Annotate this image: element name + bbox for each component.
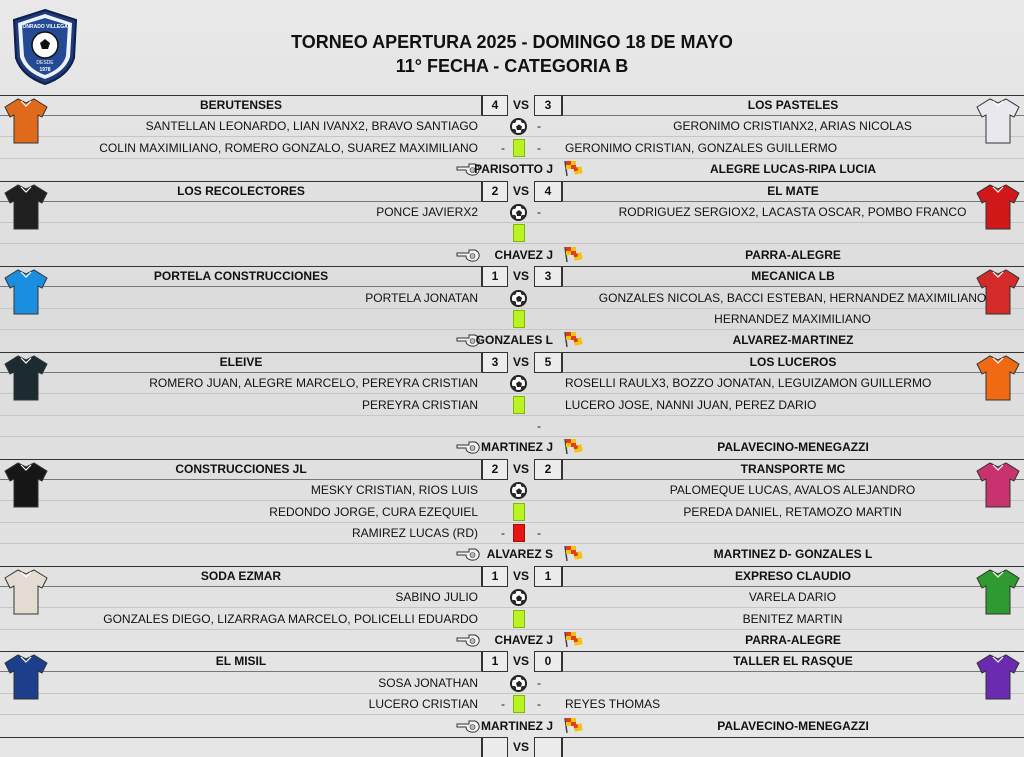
linesmen-names: PARRA-ALEGRE xyxy=(745,633,841,647)
referee-row xyxy=(0,330,1024,351)
scorer-row xyxy=(0,694,1024,715)
scorer-row xyxy=(0,373,1024,394)
away-team-name: EL MATE xyxy=(767,183,819,198)
scorer-row xyxy=(0,395,1024,416)
home-dash xyxy=(498,502,508,523)
yellow-card-icon xyxy=(513,695,525,713)
away-dash xyxy=(534,373,544,394)
linesmen-names: ALEGRE LUCAS-RIPA LUCIA xyxy=(710,162,876,177)
home-score: 4 xyxy=(491,98,499,112)
home-dash xyxy=(498,309,508,330)
home-dash xyxy=(498,116,508,137)
away-score xyxy=(534,737,562,757)
away-dash: - xyxy=(537,140,541,155)
home-shirt-icon xyxy=(4,183,48,231)
home-team-name: SODA EZMAR xyxy=(200,568,282,583)
away-players xyxy=(565,416,1020,437)
away-players: BENITEZ MARTIN xyxy=(742,611,843,626)
home-dash xyxy=(498,480,508,501)
match-header xyxy=(0,651,1024,672)
away-team-name: MECANICA LB xyxy=(751,269,835,284)
home-shirt-icon xyxy=(4,568,48,616)
match-header xyxy=(0,737,1024,757)
scorer-row xyxy=(0,138,1024,159)
vs-label: VS xyxy=(512,354,529,369)
goal-ball-icon xyxy=(510,204,527,221)
linesmen-names: PARRA-ALEGRE xyxy=(745,247,841,262)
logo-desde: DESDE xyxy=(36,60,54,66)
away-dash xyxy=(534,609,544,630)
club-logo xyxy=(10,8,80,86)
away-shirt-icon xyxy=(976,97,1020,145)
home-dash xyxy=(498,202,508,223)
home-dash xyxy=(498,416,508,437)
logo-year: 1978 xyxy=(39,67,51,73)
referee-name: ALVAREZ S xyxy=(486,547,553,562)
home-dash xyxy=(498,373,508,394)
scorer-row xyxy=(0,223,1024,244)
away-dash xyxy=(534,395,544,416)
yellow-card-icon xyxy=(513,310,525,328)
away-dash xyxy=(534,288,544,309)
away-shirt-icon xyxy=(976,268,1020,316)
yellow-card-icon xyxy=(513,503,525,521)
scorer-row xyxy=(0,673,1024,694)
away-shirt-icon xyxy=(976,653,1020,701)
away-players: VARELA DARIO xyxy=(748,590,837,605)
scorer-row xyxy=(0,609,1024,630)
home-players xyxy=(0,309,480,330)
home-players xyxy=(0,416,480,437)
referee-row xyxy=(0,630,1024,651)
vs-label: VS xyxy=(512,183,529,198)
home-score: 2 xyxy=(491,461,499,476)
goal-ball-icon xyxy=(510,290,527,307)
home-dash xyxy=(498,587,508,608)
home-team-name: LOS RECOLECTORES xyxy=(177,183,305,198)
home-dash xyxy=(498,288,508,309)
home-dash: - xyxy=(501,526,505,540)
away-score: 5 xyxy=(544,354,552,369)
home-team-name: ELEIVE xyxy=(219,354,263,369)
away-players: GERONIMO CRISTIAN, GONZALES GUILLERMO xyxy=(565,140,838,155)
home-players: REDONDO JORGE, CURA EZEQUIEL xyxy=(269,504,478,519)
home-shirt-icon xyxy=(4,653,48,701)
home-players: PEREYRA CRISTIAN xyxy=(361,397,478,412)
away-players: REYES THOMAS xyxy=(565,697,661,712)
goal-ball-icon xyxy=(510,375,527,392)
away-shirt-icon xyxy=(976,568,1020,616)
page-subtitle: 11° FECHA - CATEGORIA B xyxy=(395,56,629,76)
home-players: GONZALES DIEGO, LIZARRAGA MARCELO, POLICELLI EDUARDO xyxy=(103,611,478,626)
away-players: GERONIMO CRISTIANX2, ARIAS NICOLAS xyxy=(673,119,912,134)
home-score: 2 xyxy=(491,183,499,198)
match-header xyxy=(0,566,1024,587)
referee-row xyxy=(0,437,1024,458)
home-players xyxy=(0,223,480,244)
away-players: RODRIGUEZ SERGIOX2, LACASTA OSCAR, POMBO FRANCO xyxy=(618,205,967,219)
home-players: PORTELA JONATAN xyxy=(365,290,478,305)
referee-name: GONZALES L xyxy=(475,333,553,348)
home-players: SANTELLAN LEONARDO, LIAN IVANX2, BRAVO SANTIAGO xyxy=(145,119,478,134)
home-team-name xyxy=(0,737,482,757)
home-players: COLIN MAXIMILIANO, ROMERO GONZALO, SUAREZ MAXIMILIANO xyxy=(99,140,478,155)
away-score: 3 xyxy=(544,98,552,112)
yellow-card-icon xyxy=(513,396,525,414)
scorer-row xyxy=(0,116,1024,137)
home-team-name: CONSTRUCCIONES JL xyxy=(175,461,307,476)
away-dash: - xyxy=(537,119,541,134)
away-shirt-icon xyxy=(976,354,1020,402)
away-dash: - xyxy=(537,419,541,433)
match-header xyxy=(0,266,1024,287)
linesmen-names: ALVAREZ-MARTINEZ xyxy=(732,333,854,348)
away-team-name: TRANSPORTE MC xyxy=(740,461,846,476)
home-dash: - xyxy=(501,697,505,712)
away-dash: - xyxy=(537,697,541,712)
away-dash: - xyxy=(537,526,541,540)
referee-row xyxy=(0,716,1024,737)
match-header xyxy=(0,181,1024,202)
vs-label: VS xyxy=(512,269,529,284)
yellow-card-icon xyxy=(513,224,525,242)
away-players: HERNANDEZ MAXIMILIANO xyxy=(714,312,871,326)
away-players: PALOMEQUE LUCAS, AVALOS ALEJANDRO xyxy=(669,483,916,498)
yellow-card-icon xyxy=(513,610,525,628)
match-header xyxy=(0,95,1024,116)
scorer-row xyxy=(0,202,1024,223)
home-shirt-icon xyxy=(4,97,48,145)
home-score: 3 xyxy=(491,354,499,369)
away-score: 2 xyxy=(544,461,552,476)
away-players: ROSELLI RAULX3, BOZZO JONATAN, LEGUIZAMON GUILLERMO xyxy=(565,376,932,391)
home-team-name: BERUTENSES xyxy=(199,98,282,112)
scorer-row xyxy=(0,288,1024,309)
vs-label: VS xyxy=(512,740,529,754)
away-team-name: TALLER EL RASQUE xyxy=(733,654,853,669)
home-players: RAMIREZ LUCAS (RD) xyxy=(351,526,478,540)
goal-ball-icon xyxy=(510,675,527,692)
scorer-row xyxy=(0,523,1024,544)
vs-label: VS xyxy=(512,461,529,476)
linesmen-names: MARTINEZ D- GONZALES L xyxy=(713,547,873,562)
goal-ball-icon xyxy=(510,482,527,499)
referee-name: CHAVEZ J xyxy=(494,633,553,647)
home-team-name: PORTELA CONSTRUCCIONES xyxy=(153,269,329,284)
away-dash xyxy=(534,587,544,608)
away-score: 0 xyxy=(544,654,552,669)
home-score: 1 xyxy=(491,654,499,669)
away-team-name: LOS PASTELES xyxy=(747,98,839,112)
home-players: SABINO JULIO xyxy=(395,590,478,605)
goal-ball-icon xyxy=(510,589,527,606)
referee-row xyxy=(0,544,1024,565)
away-dash xyxy=(534,502,544,523)
away-team-name xyxy=(562,737,1024,757)
away-players: GONZALES NICOLAS, BACCI ESTEBAN, HERNANDEZ MAXIMILIANO xyxy=(598,290,987,305)
away-dash xyxy=(534,480,544,501)
vs-label: VS xyxy=(512,654,529,669)
referee-row xyxy=(0,245,1024,266)
scorer-row xyxy=(0,502,1024,523)
away-score: 1 xyxy=(544,568,552,583)
vs-label: VS xyxy=(512,98,529,112)
scorer-row xyxy=(0,309,1024,330)
home-players: MESKY CRISTIAN, RIOS LUIS xyxy=(310,483,478,498)
home-players: SOSA JONATHAN xyxy=(378,675,478,690)
away-score: 4 xyxy=(544,183,552,198)
away-team-name: LOS LUCEROS xyxy=(749,354,837,369)
home-shirt-icon xyxy=(4,461,48,509)
home-shirt-icon xyxy=(4,268,48,316)
match-header xyxy=(0,459,1024,480)
scorer-row xyxy=(0,587,1024,608)
home-score: 1 xyxy=(491,269,499,284)
referee-name: PARISOTTO J xyxy=(474,162,553,177)
home-dash xyxy=(498,223,508,244)
referee-name: CHAVEZ J xyxy=(494,247,553,262)
home-players: PONCE JAVIERX2 xyxy=(376,205,478,219)
home-score xyxy=(482,737,508,757)
home-dash: - xyxy=(501,140,505,155)
vs-label: VS xyxy=(512,568,529,583)
away-shirt-icon xyxy=(976,461,1020,509)
home-players: ROMERO JUAN, ALEGRE MARCELO, PEREYRA CRISTIAN xyxy=(149,376,478,391)
away-shirt-icon xyxy=(976,183,1020,231)
home-dash xyxy=(498,395,508,416)
match-header xyxy=(0,352,1024,373)
away-players xyxy=(565,223,1020,244)
away-dash xyxy=(534,309,544,330)
home-shirt-icon xyxy=(4,354,48,402)
referee-name: MARTINEZ J xyxy=(481,440,553,455)
scorer-row xyxy=(0,416,1024,437)
away-players: PEREDA DANIEL, RETAMOZO MARTIN xyxy=(683,504,902,519)
yellow-card-icon xyxy=(513,139,525,157)
away-dash: - xyxy=(537,675,541,690)
red-card-icon xyxy=(513,524,525,542)
goal-ball-icon xyxy=(510,118,527,135)
away-players: LUCERO JOSE, NANNI JUAN, PEREZ DARIO xyxy=(565,397,817,412)
scorer-row xyxy=(0,480,1024,501)
away-score: 3 xyxy=(544,269,552,284)
away-players xyxy=(565,673,1020,694)
page-title: TORNEO APERTURA 2025 - DOMINGO 18 DE MAYO xyxy=(291,32,733,52)
away-players xyxy=(565,523,1020,544)
home-dash xyxy=(498,609,508,630)
home-dash xyxy=(498,673,508,694)
away-team-name: EXPRESO CLAUDIO xyxy=(734,568,851,583)
home-players: LUCERO CRISTIAN xyxy=(368,697,478,712)
logo-name: CONRADO VILLEGAS xyxy=(18,24,72,30)
away-dash: - xyxy=(537,205,541,219)
home-score: 1 xyxy=(491,568,499,583)
away-dash xyxy=(534,223,544,244)
linesmen-names: PALAVECINO-MENEGAZZI xyxy=(717,440,869,455)
referee-name: MARTINEZ J xyxy=(481,718,553,733)
linesmen-names: PALAVECINO-MENEGAZZI xyxy=(717,718,869,733)
referee-row xyxy=(0,159,1024,180)
home-team-name: EL MISIL xyxy=(215,654,267,669)
